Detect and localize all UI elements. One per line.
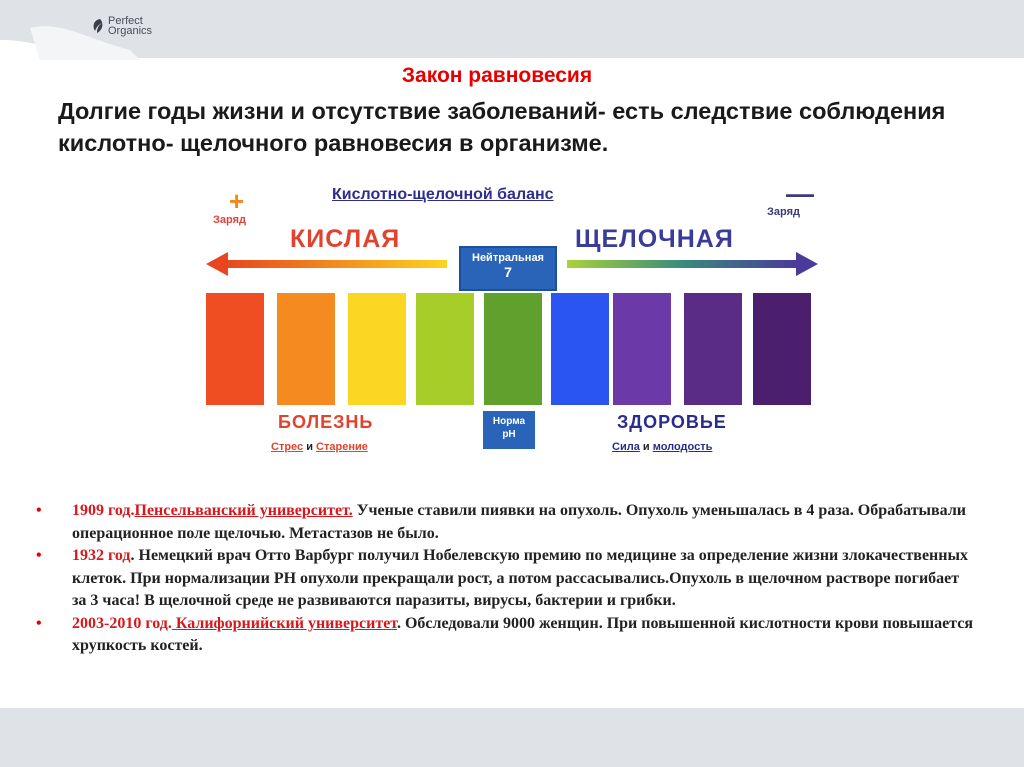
slide-title xyxy=(0,64,1024,88)
slide-subtitle: Долгие годы жизни и отсутствие заболеваний- есть следствие соблюдения кислотно- щелочного равновесия в организме. xyxy=(58,98,946,156)
and-text: и xyxy=(642,441,650,453)
fact-item xyxy=(36,500,976,545)
strength-youth-caption xyxy=(612,441,712,453)
fact-year: 1909 год. xyxy=(72,502,135,519)
strength-text: Сила xyxy=(612,441,640,453)
health-label: ЗДОРОВЬЕ xyxy=(617,412,727,432)
ph-balance-diagram xyxy=(0,180,1024,470)
youth-text: молодость xyxy=(652,441,713,453)
fact-text: . Немецкий врач Отто Варбург получил Нобелевскую премию по медицине за определение жизни злокачественных клеток. При нормализации РН опухоли прекращали рост, а потом рассасывались.Опухоль в щелочном растворе погибает за 3 часа! В щелочной среде не развиваются паразиты, вирусы, бактерии и грибки. xyxy=(72,547,968,609)
slide-title-text: Закон равновесия xyxy=(401,64,593,87)
neutral-label: Нейтральная xyxy=(472,252,544,264)
plus-sign: + xyxy=(229,186,245,216)
fact-source: Пенсельванский университет. xyxy=(134,502,353,519)
alkaline-arrow xyxy=(567,252,818,276)
bullet-icon: • xyxy=(36,614,42,632)
charge-left-label: Заряд xyxy=(213,214,246,226)
bullet-icon: • xyxy=(36,502,42,519)
fact-year: 1932 год xyxy=(72,547,131,564)
neutral-value: 7 xyxy=(504,264,512,280)
charge-right-label: Заряд xyxy=(767,206,800,218)
fact-text: . Обследовали 9000 женщин. При повышенной кислотности крови повышается хрупкость костей. xyxy=(72,614,973,654)
ph-color-bar xyxy=(684,293,742,405)
ph-color-bar xyxy=(613,293,671,405)
stress-text: Стрес xyxy=(271,441,304,453)
neutral-badge xyxy=(459,246,557,291)
aging-text: Старение xyxy=(316,441,368,453)
logo-text-line2: Organics xyxy=(108,25,153,37)
fact-text: Ученые ставили пиявки на опухоль. Опухоль уменьшалась в 4 раза. Обрабатывали операционное поле щелочью. Метастазов не было. xyxy=(72,502,967,542)
norm-ph-badge xyxy=(483,411,535,449)
ph-color-bar xyxy=(206,293,264,405)
alkaline-label: ЩЕЛОЧНАЯ xyxy=(575,225,734,253)
bullet-icon: • xyxy=(36,547,42,564)
minus-sign: — xyxy=(786,178,814,209)
fact-source: Калифорнийский университет xyxy=(171,614,397,632)
disease-label: БОЛЕЗНЬ xyxy=(278,412,374,432)
acid-label: КИСЛАЯ xyxy=(290,225,401,253)
fact-year: 2003-2010 год. xyxy=(72,614,172,632)
fact-item xyxy=(36,613,976,658)
stress-aging-caption xyxy=(271,441,368,453)
ph-color-bar xyxy=(484,293,542,405)
acid-arrow xyxy=(206,252,447,276)
fact-item xyxy=(36,545,976,613)
header-band xyxy=(0,0,1024,60)
footer-band xyxy=(0,708,1024,767)
header-wave-decoration xyxy=(0,0,1024,60)
facts-list xyxy=(36,500,976,658)
ph-color-bar xyxy=(753,293,811,405)
diagram-title: Кислотно-щелочной баланс xyxy=(332,186,554,203)
ph-color-bar xyxy=(416,293,474,405)
ph-color-bar xyxy=(277,293,335,405)
ph-color-bar xyxy=(551,293,609,405)
norm-line2: pH xyxy=(502,429,516,440)
brand-logo xyxy=(104,16,152,36)
logo-mark-icon xyxy=(90,18,104,34)
ph-color-bar xyxy=(348,293,406,405)
and-text: и xyxy=(306,441,313,453)
logo-text-line1: Perfect xyxy=(108,15,143,27)
norm-line1: Норма xyxy=(492,416,526,427)
